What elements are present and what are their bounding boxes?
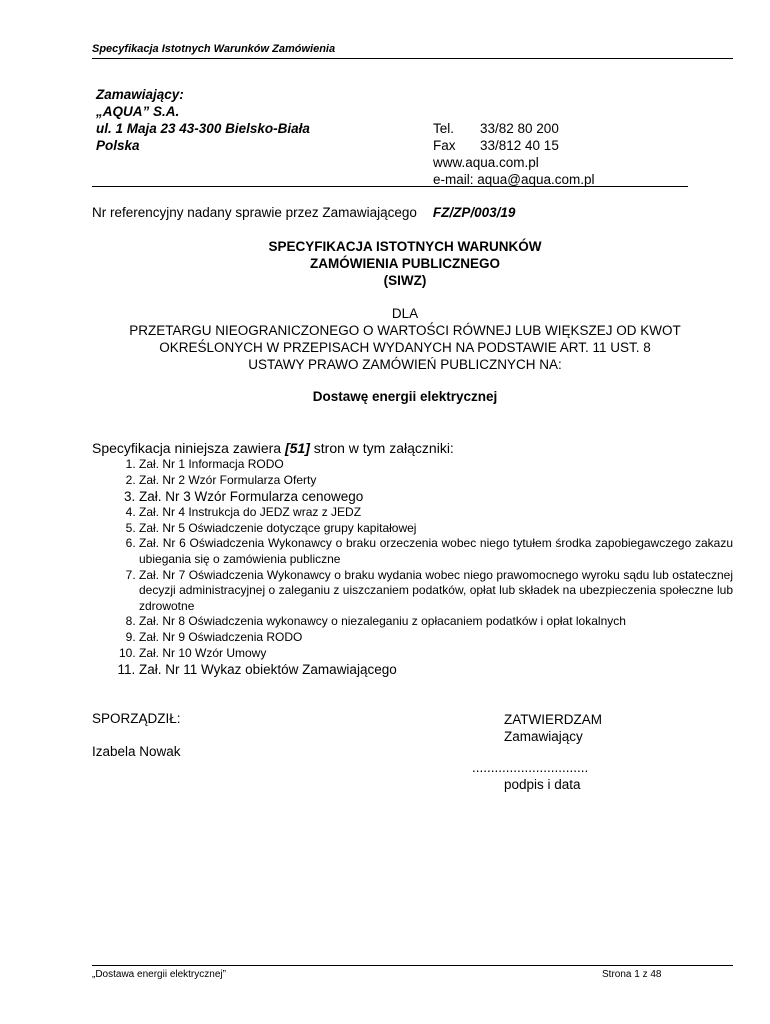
procedure-line-1: DLA xyxy=(391,306,419,321)
list-item: 9. Zał. Nr 9 Oświadczenia RODO xyxy=(139,630,733,646)
reference-label: Nr referencyjny nadany sprawie przez Zamawiającego xyxy=(92,205,417,220)
procedure-line-3: OKREŚLONYCH W PRZEPISACH WYDANYCH NA PODSTAWIE ART. 11 UST. 8 xyxy=(159,340,651,355)
title-line-2: ZAMÓWIENIA PUBLICZNEGO xyxy=(310,256,500,271)
fax-label: Fax xyxy=(433,138,456,153)
list-item: 1. Zał. Nr 1 Informacja RODO xyxy=(139,457,733,473)
buyer-name: „AQUA” S.A. xyxy=(96,104,180,119)
contact-email: e-mail: aqua@aqua.com.pl xyxy=(433,172,595,187)
prepared-by-name: Izabela Nowak xyxy=(92,744,181,759)
reference-line xyxy=(92,205,515,220)
header-rule xyxy=(92,58,733,59)
tel-value: 33/82 80 200 xyxy=(480,121,559,136)
attachments-intro xyxy=(92,440,454,456)
procedure-line-4: USTAWY PRAWO ZAMÓWIEŃ PUBLICZNYCH NA: xyxy=(248,357,562,372)
list-item: 2. Zał. Nr 2 Wzór Formularza Oferty xyxy=(139,473,733,489)
attachments-list xyxy=(92,457,733,678)
footer-title: „Dostawa energii elektrycznej” xyxy=(92,969,226,980)
title-line-3: (SIWZ) xyxy=(383,273,427,288)
address-rule xyxy=(92,186,688,187)
signature-caption: podpis i data xyxy=(504,777,581,792)
signature-dots: ............................... xyxy=(472,760,589,775)
intro-before: Specyfikacja niniejsza zawiera xyxy=(92,440,285,456)
contact-block xyxy=(433,120,595,188)
page-number: Strona 1 z 48 xyxy=(602,969,662,980)
list-item: 8. Zał. Nr 8 Oświadczenia wykonawcy o niezaleganiu z opłacaniem podatków i opłat lokalnych xyxy=(139,614,733,630)
buyer-country: Polska xyxy=(96,138,140,153)
page-count: [51] xyxy=(284,440,310,456)
procedure-line-2: PRZETARGU NIEOGRANICZONEGO O WARTOŚCI RÓWNEJ LUB WIĘKSZEJ OD KWOT xyxy=(129,323,681,338)
intro-after: stron w tym załączniki: xyxy=(309,440,454,456)
list-item: 11. Zał. Nr 11 Wykaz obiektów Zamawiającego xyxy=(139,661,733,678)
list-item: 3. Zał. Nr 3 Wzór Formularza cenowego xyxy=(139,488,733,505)
footer-rule xyxy=(92,965,733,966)
prepared-by-label: SPORZĄDZIŁ: xyxy=(92,711,181,726)
list-item: 7. Zał. Nr 7 Oświadczenia Wykonawcy o braku wydania wobec niego prawomocnego wyroku sądu lub ostatecznej decyzji administracyjnej o zaleganiu z uiszczaniem podatków, opłat lub składek na ubezpieczenia społeczne lub zdrowotne xyxy=(139,568,733,615)
procedure-text xyxy=(60,305,750,373)
list-item: 5. Zał. Nr 5 Oświadczenie dotyczące grupy kapitałowej xyxy=(139,521,733,537)
buyer-block xyxy=(96,86,310,154)
list-item: 10. Zał. Nr 10 Wzór Umowy xyxy=(139,646,733,662)
contact-fax xyxy=(433,137,595,154)
reference-code: FZ/ZP/003/19 xyxy=(432,205,516,220)
list-item: 6. Zał. Nr 6 Oświadczenia Wykonawcy o braku orzeczenia wobec niego tytułem środka zapobiegawczego zakazu ubiegania się o zamówienia publiczne xyxy=(139,536,733,567)
fax-value: 33/812 40 15 xyxy=(480,138,559,153)
document-title xyxy=(60,238,750,289)
list-item: 4. Zał. Nr 4 Instrukcja do JEDZ wraz z JEDZ xyxy=(139,505,733,521)
title-line-1: SPECYFIKACJA ISTOTNYCH WARUNKÓW xyxy=(268,239,542,254)
approve-role: Zamawiający xyxy=(504,729,583,744)
order-subject: Dostawę energii elektrycznej xyxy=(312,389,498,404)
buyer-address: ul. 1 Maja 23 43-300 Bielsko-Biała xyxy=(96,121,310,136)
buyer-label: Zamawiający: xyxy=(96,87,184,102)
contact-tel xyxy=(433,120,595,137)
approval-block xyxy=(504,711,602,745)
running-header: Specyfikacja Istotnych Warunków Zamówienia xyxy=(92,43,336,55)
tel-label: Tel. xyxy=(433,121,455,136)
approve-label: ZATWIERDZAM xyxy=(504,712,602,727)
contact-www: www.aqua.com.pl xyxy=(433,155,539,170)
